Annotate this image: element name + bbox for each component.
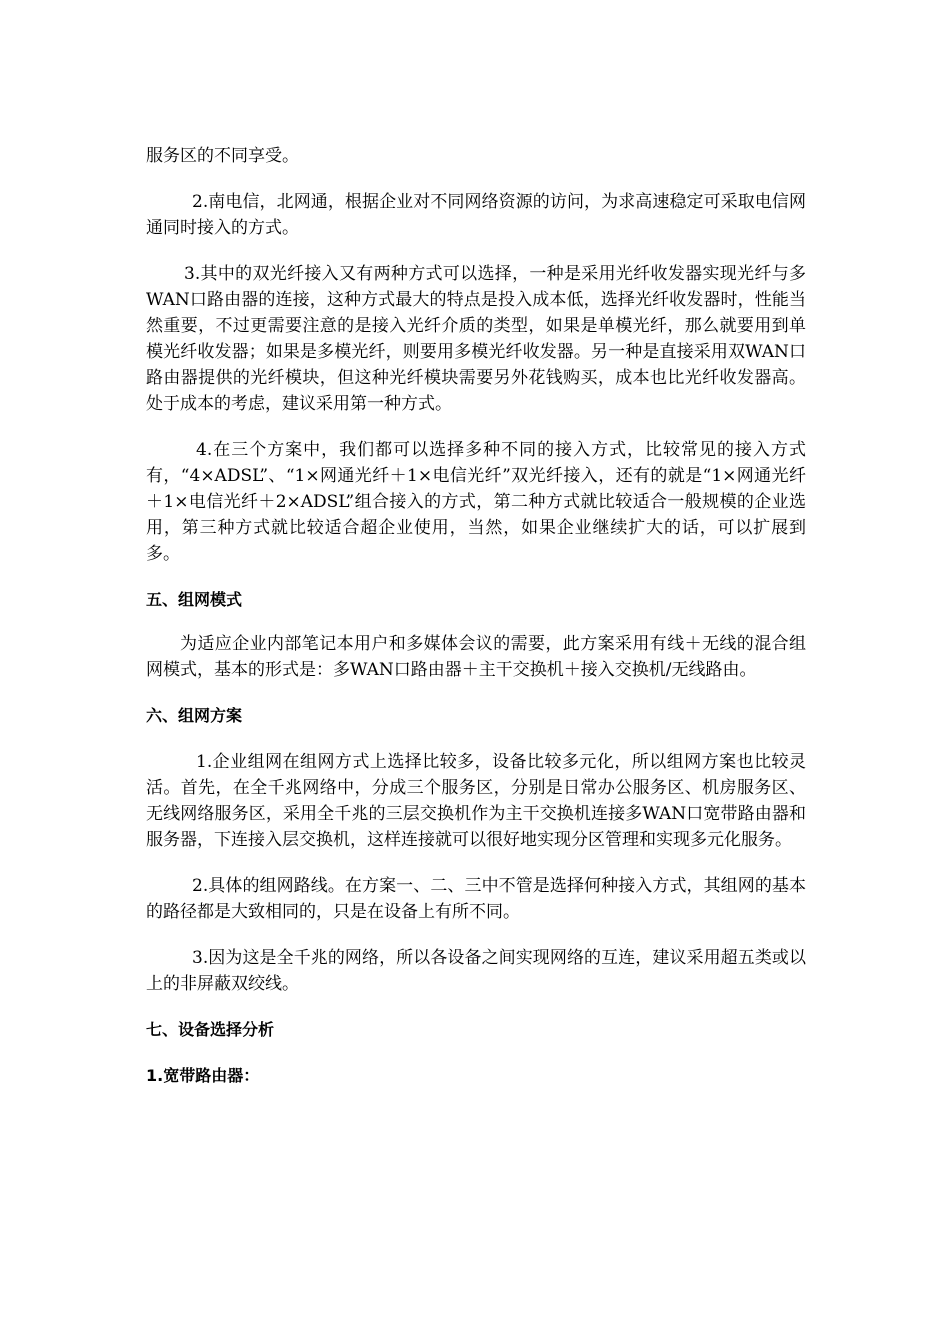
paragraph: 1.企业组网在组网方式上选择比较多，设备比较多元化，所以组网方案也比较灵活。首先，在全千兆网络中，分成三个服务区，分别是日常办公服务区、机房服务区、无线网络服务区，采用全千兆的三层交换机作为主干交换机连接多WAN口宽带路由器和服务器，下连接入层交换机，这样连接就可以很好地实现分区管理和实现多元化服务。	[146, 752, 806, 850]
section-heading: 七、设备选择分析	[146, 1020, 275, 1039]
paragraph: 3.其中的双光纤接入又有两种方式可以选择，一种是采用光纤收发器实现光纤与多WAN口路由器的连接，这种方式最大的特点是投入成本低，选择光纤收发器时，性能当然重要，不过更需要注意的是接入光纤介质的类型，如果是单模光纤，那么就要用到单模光纤收发器；如果是多模光纤，则要用多模光纤收发器。另一种是直接采用双WAN口路由器提供的光纤模块，但这种光纤模块需要另外花钱购买，成本也比光纤收发器高。处于成本的考虑，建议采用第一种方式。	[146, 264, 806, 414]
section-heading: 五、组网模式	[146, 590, 243, 609]
paragraph: 为适应企业内部笔记本用户和多媒体会议的需要，此方案采用有线＋无线的混合组网模式，基本的形式是：多WAN口路由器＋主干交换机＋接入交换机/无线路由。	[146, 634, 806, 680]
paragraph: 4.在三个方案中，我们都可以选择多种不同的接入方式，比较常见的接入方式有，“4×ADSL”、“1×网通光纤＋1×电信光纤”双光纤接入，还有的就是“1×网通光纤＋1×电信光纤＋2×ADSL”组合接入的方式，第二种方式就比较适合一般规模的企业选用，第三种方式就比较适合超企业使用，当然，如果企业继续扩大的话，可以扩展到多。	[146, 440, 806, 564]
paragraph: 2.具体的组网路线。在方案一、二、三中不管是选择何种接入方式，其组网的基本的路径都是大致相同的，只是在设备上有所不同。	[146, 876, 806, 922]
paragraph: 3.因为这是全千兆的网络，所以各设备之间实现网络的互连，建议采用超五类或以上的非屏蔽双绞线。	[146, 948, 806, 994]
subsection-heading: 1.宽带路由器：	[146, 1066, 260, 1085]
paragraph: 服务区的不同享受。	[146, 146, 299, 166]
paragraph: 2.南电信，北网通，根据企业对不同网络资源的访问，为求高速稳定可采取电信网通同时接入的方式。	[146, 192, 806, 238]
section-heading: 六、组网方案	[146, 706, 243, 725]
document-page	[146, 143, 806, 1089]
